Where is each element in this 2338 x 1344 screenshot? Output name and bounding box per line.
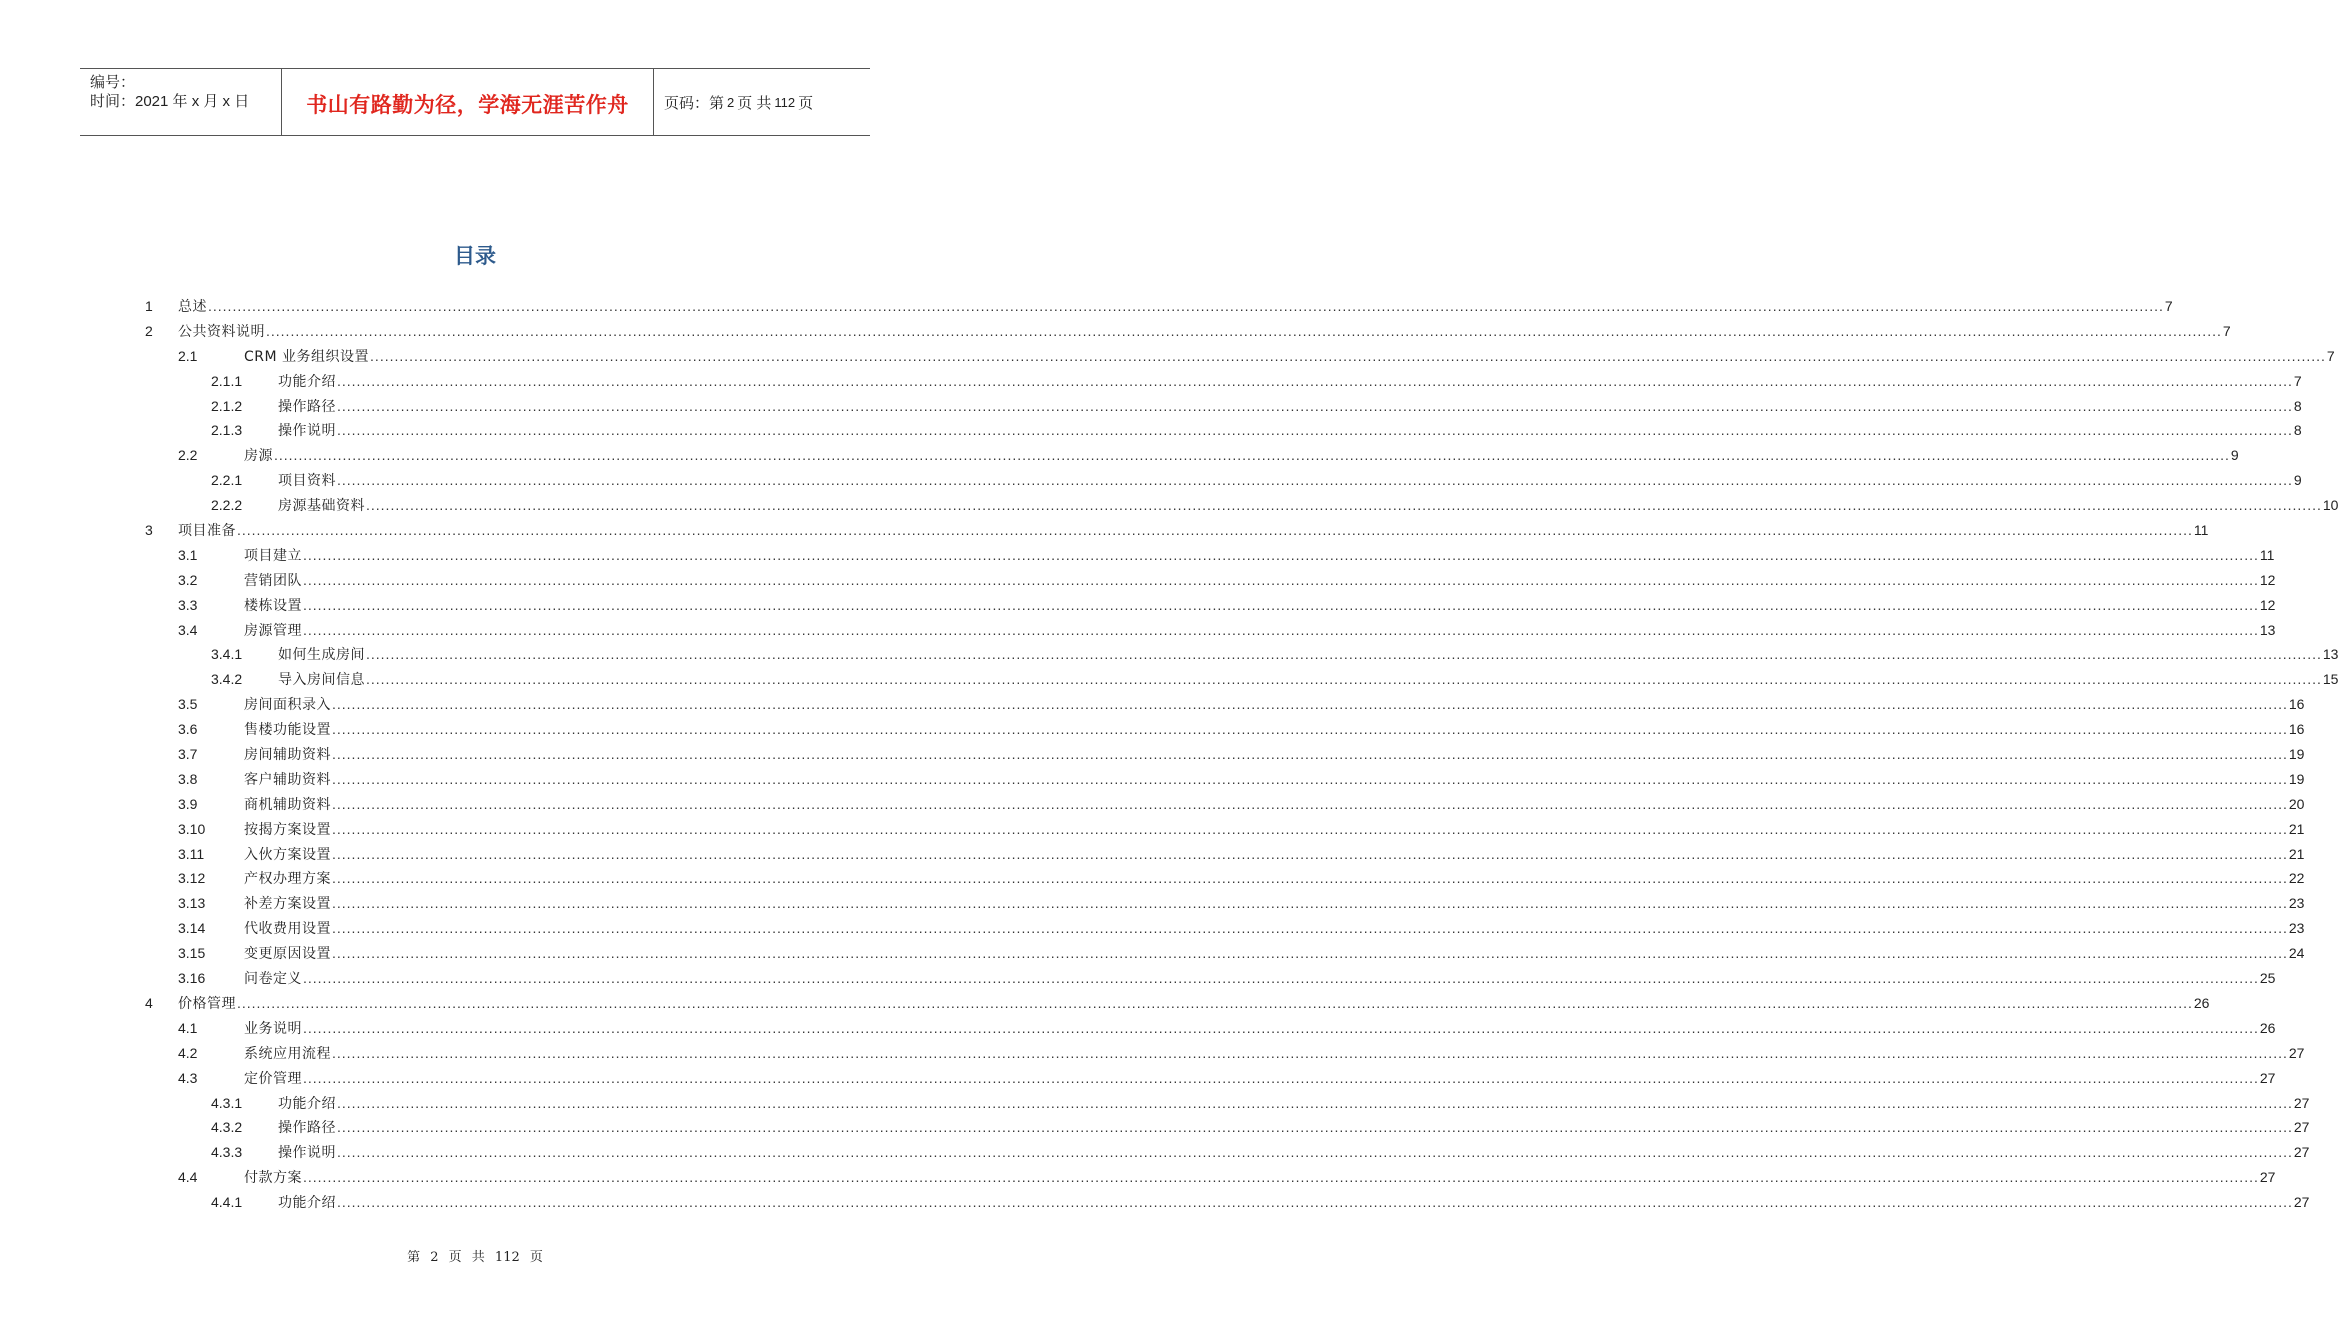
toc-entry-number: 2.1.3: [211, 422, 243, 439]
toc-entry-page: 9: [2293, 472, 2302, 489]
toc-entry-line: [244, 866, 2305, 891]
toc-entry-number: 3.8: [178, 770, 198, 787]
toc-leader-dots: ................................................................................................................................................................................................................................................................................................................................................................................................................: [337, 1119, 2293, 1136]
toc-entry[interactable]: [145, 593, 2276, 618]
page-mid: 页 共: [737, 94, 772, 112]
toc-entry[interactable]: [145, 941, 2305, 966]
toc-entry-page: 13: [2322, 646, 2338, 663]
toc-entry[interactable]: [145, 817, 2305, 842]
toc-leader-dots: ................................................................................................................................................................................................................................................................................................................................................................................................................: [332, 696, 2288, 713]
toc-entry[interactable]: [145, 493, 2338, 518]
toc-entry-page: 22: [2288, 870, 2305, 887]
toc-entry-title: 房间面积录入: [244, 697, 331, 714]
toc-entry-title: 商机辅助资料: [244, 796, 331, 813]
toc-entry-number: 4.3: [178, 1069, 198, 1086]
toc-entry-title: 楼栋设置: [244, 597, 302, 614]
toc-entry[interactable]: [145, 1041, 2305, 1066]
toc-leader-dots: ................................................................................................................................................................................................................................................................................................................................................................................................................: [332, 870, 2288, 887]
toc-entry-title: 价格管理: [178, 995, 236, 1012]
toc-leader-dots: ................................................................................................................................................................................................................................................................................................................................................................................................................: [303, 571, 2259, 588]
toc-entry-number: 2.2.1: [211, 472, 243, 489]
toc-entry-line: [278, 493, 2338, 518]
toc-entry-title: 补差方案设置: [244, 896, 331, 913]
toc-entry-page: 12: [2259, 596, 2276, 613]
toc-entry-page: 19: [2288, 746, 2305, 763]
toc-leader-dots: ................................................................................................................................................................................................................................................................................................................................................................................................................: [332, 895, 2288, 912]
toc-entry-title: 问卷定义: [244, 971, 302, 988]
toc-leader-dots: ................................................................................................................................................................................................................................................................................................................................................................................................................: [337, 472, 2293, 489]
toc-entry[interactable]: [145, 543, 2275, 568]
toc-entry-number: 3.4.1: [211, 646, 243, 663]
toc-entry-page: 7: [2293, 372, 2302, 389]
toc-entry-title: 房源: [244, 448, 273, 465]
toc-entry-number: 3.4.2: [211, 671, 243, 688]
toc-entry-page: 26: [2193, 994, 2210, 1011]
toc-entry-number: 2.1: [178, 347, 198, 364]
toc-entry-page: 24: [2288, 945, 2305, 962]
toc-entry-page: 19: [2288, 770, 2305, 787]
toc-entry-number: 3.9: [178, 795, 198, 812]
toc-entry-page: 27: [2293, 1144, 2310, 1161]
toc-entry-line: [244, 443, 2239, 468]
toc-entry-number: 2.2.2: [211, 497, 243, 514]
toc-entry-page: 20: [2288, 795, 2305, 812]
toc-entry-title: 售楼功能设置: [244, 722, 331, 739]
toc-entry[interactable]: [145, 518, 2209, 543]
toc-entry-number: 1: [145, 298, 153, 314]
toc-entry-page: 23: [2288, 920, 2305, 937]
page-footer: 第 2 页 共 112 页: [407, 1250, 543, 1265]
toc-entry-line: [278, 1140, 2310, 1165]
toc-entry-page: 13: [2259, 621, 2276, 638]
time-label: 时间：2021 年 x 月 x 日: [90, 93, 250, 110]
toc-entry-page: 7: [2164, 298, 2173, 314]
toc-entry-title: 总述: [178, 299, 207, 315]
toc-entry-number: 4.3.1: [211, 1094, 243, 1111]
toc-leader-dots: ................................................................................................................................................................................................................................................................................................................................................................................................................: [370, 347, 2326, 364]
toc-entry[interactable]: [145, 1140, 2310, 1165]
toc-entry-line: [178, 991, 2210, 1016]
toc-entry[interactable]: [145, 742, 2305, 767]
toc-entry[interactable]: [145, 891, 2305, 916]
header-meta: [80, 69, 282, 135]
toc-entry-title: 项目准备: [178, 523, 236, 540]
toc-entry-title: 变更原因设置: [244, 946, 331, 963]
toc-entry-number: 3.2: [178, 571, 198, 588]
toc-entry[interactable]: [145, 667, 2338, 692]
toc-entry-title: 定价管理: [244, 1070, 302, 1087]
toc-entry[interactable]: [145, 418, 2302, 443]
toc-leader-dots: ................................................................................................................................................................................................................................................................................................................................................................................................................: [303, 546, 2259, 563]
toc-leader-dots: ................................................................................................................................................................................................................................................................................................................................................................................................................: [337, 397, 2293, 414]
toc-entry-line: [244, 916, 2305, 941]
toc-entry-page: 27: [2293, 1119, 2310, 1136]
toc-entry-title: 客户辅助资料: [244, 771, 331, 788]
toc-entry-number: 4.1: [178, 1019, 198, 1036]
toc-entry-page: 27: [2293, 1194, 2310, 1211]
toc-leader-dots: ................................................................................................................................................................................................................................................................................................................................................................................................................: [237, 522, 2193, 539]
toc-entry-line: [244, 1016, 2276, 1041]
header-page-info: [654, 69, 870, 135]
toc-entry[interactable]: [145, 1016, 2276, 1041]
toc-entry-number: 3.13: [178, 895, 206, 912]
toc-entry-page: 21: [2288, 845, 2305, 862]
toc-entry-number: 2.1.1: [211, 372, 243, 389]
toc-entry-line: [244, 543, 2275, 568]
toc-leader-dots: ................................................................................................................................................................................................................................................................................................................................................................................................................: [337, 422, 2293, 439]
toc-entry-page: 21: [2288, 820, 2305, 837]
toc-entry-line: [244, 966, 2276, 991]
toc-entry-number: 3.15: [178, 945, 206, 962]
toc-entry-line: [244, 742, 2305, 767]
toc-entry-line: [178, 518, 2209, 543]
toc-entry-line: [244, 1066, 2276, 1091]
toc-entry-number: 3.11: [178, 845, 205, 862]
toc-leader-dots: ................................................................................................................................................................................................................................................................................................................................................................................................................: [332, 845, 2288, 862]
toc-entry-page: 25: [2259, 970, 2276, 987]
toc-entry-number: 4: [145, 994, 153, 1011]
toc-entry-page: 11: [2193, 522, 2209, 539]
toc-entry-line: [244, 767, 2305, 792]
toc-entry-title: 产权办理方案: [244, 871, 331, 888]
toc-entry-line: [244, 593, 2276, 618]
page-current: 2: [727, 94, 735, 110]
toc-leader-dots: ................................................................................................................................................................................................................................................................................................................................................................................................................: [332, 920, 2288, 937]
toc-leader-dots: ................................................................................................................................................................................................................................................................................................................................................................................................................: [337, 1194, 2293, 1211]
table-of-contents: [145, 294, 2338, 1215]
toc-entry-title: 功能介绍: [278, 1195, 336, 1212]
toc-entry-number: 2: [145, 322, 153, 339]
toc-leader-dots: ................................................................................................................................................................................................................................................................................................................................................................................................................: [303, 621, 2259, 638]
toc-entry[interactable]: [145, 717, 2305, 742]
toc-leader-dots: ................................................................................................................................................................................................................................................................................................................................................................................................................: [237, 994, 2193, 1011]
toc-leader-dots: ................................................................................................................................................................................................................................................................................................................................................................................................................: [332, 721, 2288, 738]
toc-entry[interactable]: [145, 916, 2305, 941]
toc-leader-dots: ................................................................................................................................................................................................................................................................................................................................................................................................................: [303, 596, 2259, 613]
toc-leader-dots: ................................................................................................................................................................................................................................................................................................................................................................................................................: [274, 447, 2230, 464]
toc-entry-title: CRM 业务组织设置: [244, 348, 370, 365]
toc-leader-dots: ................................................................................................................................................................................................................................................................................................................................................................................................................: [332, 1044, 2288, 1061]
toc-entry-page: 23: [2288, 895, 2305, 912]
toc-entry-line: [278, 1091, 2310, 1116]
toc-leader-dots: ................................................................................................................................................................................................................................................................................................................................................................................................................: [332, 820, 2288, 837]
toc-entry-number: 2.1.2: [211, 397, 243, 414]
toc-entry-page: 26: [2259, 1019, 2276, 1036]
toc-entry[interactable]: [145, 966, 2276, 991]
toc-entry-title: 按揭方案设置: [244, 821, 331, 838]
toc-entry-number: 4.4: [178, 1169, 198, 1186]
toc-entry-line: [278, 418, 2302, 443]
toc-entry-page: 16: [2288, 696, 2305, 713]
toc-entry[interactable]: [145, 842, 2305, 867]
toc-entry-number: 3.5: [178, 696, 198, 713]
toc-entry[interactable]: [145, 1115, 2310, 1140]
toc-leader-dots: ................................................................................................................................................................................................................................................................................................................................................................................................................: [332, 746, 2288, 763]
toc-title: 目录: [454, 244, 496, 268]
toc-entry-line: [244, 842, 2305, 867]
toc-entry-number: 4.3.2: [211, 1119, 243, 1136]
toc-entry[interactable]: [145, 792, 2305, 817]
toc-entry-line: [244, 1041, 2305, 1066]
toc-entry-title: 付款方案: [244, 1170, 302, 1187]
toc-entry[interactable]: [145, 618, 2276, 643]
toc-entry[interactable]: [145, 1190, 2310, 1215]
toc-leader-dots: ................................................................................................................................................................................................................................................................................................................................................................................................................: [303, 1019, 2259, 1036]
toc-leader-dots: ................................................................................................................................................................................................................................................................................................................................................................................................................: [337, 1094, 2293, 1111]
toc-entry[interactable]: [145, 468, 2302, 493]
toc-entry-line: [244, 568, 2276, 593]
toc-entry-title: 公共资料说明: [178, 323, 265, 340]
toc-entry-line: [244, 692, 2305, 717]
toc-entry[interactable]: [145, 692, 2305, 717]
toc-entry-number: 3.12: [178, 870, 206, 887]
toc-entry[interactable]: [145, 443, 2239, 468]
toc-entry[interactable]: [145, 866, 2305, 891]
toc-entry-line: [244, 1165, 2276, 1190]
toc-leader-dots: ................................................................................................................................................................................................................................................................................................................................................................................................................: [208, 298, 2164, 314]
toc-entry-page: 11: [2259, 546, 2275, 563]
toc-entry-page: 7: [2326, 347, 2335, 364]
toc-entry-title: 操作说明: [278, 423, 336, 440]
toc-entry-title: 房源管理: [244, 622, 302, 639]
toc-entry-number: 3.16: [178, 970, 206, 987]
serial-label: 编号：: [90, 74, 136, 91]
toc-entry[interactable]: [145, 319, 2231, 344]
toc-entry-line: [278, 369, 2302, 394]
toc-entry-page: 15: [2322, 671, 2338, 688]
toc-entry-line: [244, 792, 2305, 817]
toc-entry-line: [278, 1190, 2310, 1215]
toc-entry-page: 10: [2322, 497, 2338, 514]
toc-entry-title: 入伙方案设置: [244, 846, 331, 863]
toc-entry-title: 房源基础资料: [278, 498, 365, 515]
toc-entry[interactable]: [145, 294, 2173, 319]
toc-entry-page: 16: [2288, 721, 2305, 738]
toc-entry-line: [244, 817, 2305, 842]
toc-leader-dots: ................................................................................................................................................................................................................................................................................................................................................................................................................: [303, 970, 2259, 987]
toc-entry-title: 系统应用流程: [244, 1045, 331, 1062]
toc-entry-title: 代收费用设置: [244, 921, 331, 938]
toc-entry-title: 功能介绍: [278, 373, 336, 390]
toc-entry-title: 如何生成房间: [278, 647, 365, 664]
toc-entry-page: 27: [2293, 1094, 2310, 1111]
toc-entry-number: 3.10: [178, 820, 206, 837]
toc-leader-dots: ................................................................................................................................................................................................................................................................................................................................................................................................................: [332, 945, 2288, 962]
toc-entry-title: 导入房间信息: [278, 672, 365, 689]
toc-entry-number: 3.4: [178, 621, 198, 638]
toc-entry-number: 3: [145, 522, 153, 539]
toc-entry-title: 业务说明: [244, 1020, 302, 1037]
toc-entry[interactable]: [145, 344, 2335, 369]
toc-entry[interactable]: [145, 394, 2302, 419]
toc-entry-line: [278, 1115, 2310, 1140]
toc-entry-line: [244, 891, 2305, 916]
toc-leader-dots: ................................................................................................................................................................................................................................................................................................................................................................................................................: [303, 1069, 2259, 1086]
toc-entry-line: [244, 618, 2276, 643]
toc-entry-line: [278, 468, 2302, 493]
toc-leader-dots: ................................................................................................................................................................................................................................................................................................................................................................................................................: [366, 497, 2322, 514]
toc-entry-number: 3.7: [178, 746, 198, 763]
toc-entry[interactable]: [145, 1091, 2310, 1116]
toc-entry-page: 9: [2230, 447, 2239, 464]
toc-entry-page: 27: [2259, 1069, 2276, 1086]
page-suffix: 页: [798, 94, 814, 112]
toc-entry[interactable]: [145, 767, 2305, 792]
toc-entry-line: [278, 667, 2338, 692]
toc-leader-dots: ................................................................................................................................................................................................................................................................................................................................................................................................................: [337, 1144, 2293, 1161]
toc-entry-title: 项目建立: [244, 547, 302, 564]
toc-entry-line: [178, 319, 2231, 344]
toc-entry-number: 3.14: [178, 920, 206, 937]
toc-entry[interactable]: [145, 369, 2302, 394]
page-header: [80, 68, 870, 136]
toc-entry-number: 3.6: [178, 721, 198, 738]
toc-entry[interactable]: [145, 991, 2210, 1016]
toc-entry-title: 功能介绍: [278, 1095, 336, 1112]
toc-entry[interactable]: [145, 568, 2276, 593]
toc-entry-page: 8: [2293, 422, 2302, 439]
toc-entry-title: 房间辅助资料: [244, 747, 331, 764]
page-total: 112: [774, 94, 796, 110]
toc-entry-number: 3.3: [178, 596, 198, 613]
toc-entry[interactable]: [145, 642, 2338, 667]
toc-entry-title: 营销团队: [244, 572, 302, 589]
toc-entry-page: 7: [2222, 322, 2231, 339]
toc-leader-dots: ................................................................................................................................................................................................................................................................................................................................................................................................................: [266, 322, 2222, 339]
header-motto-cell: [282, 69, 654, 135]
toc-entry-page: 8: [2293, 397, 2302, 414]
page-prefix: 页码：第: [664, 94, 725, 112]
toc-entry-line: [278, 394, 2302, 419]
toc-entry-line: [244, 941, 2305, 966]
toc-entry[interactable]: [145, 1165, 2276, 1190]
toc-entry-number: 4.2: [178, 1044, 198, 1061]
toc-entry-number: 3.1: [178, 546, 198, 563]
toc-entry-number: 4.4.1: [211, 1194, 243, 1211]
toc-entry-line: [244, 344, 2335, 369]
toc-leader-dots: ................................................................................................................................................................................................................................................................................................................................................................................................................: [332, 795, 2288, 812]
toc-entry-number: 2.2: [178, 447, 198, 464]
toc-entry-page: 27: [2288, 1044, 2305, 1061]
toc-entry-line: [178, 294, 2173, 319]
toc-leader-dots: ................................................................................................................................................................................................................................................................................................................................................................................................................: [337, 372, 2293, 389]
toc-leader-dots: ................................................................................................................................................................................................................................................................................................................................................................................................................: [366, 646, 2322, 663]
toc-leader-dots: ................................................................................................................................................................................................................................................................................................................................................................................................................: [332, 770, 2288, 787]
toc-leader-dots: ................................................................................................................................................................................................................................................................................................................................................................................................................: [303, 1169, 2259, 1186]
toc-entry-line: [244, 717, 2305, 742]
toc-entry-title: 项目资料: [278, 473, 336, 490]
toc-entry-title: 操作说明: [278, 1145, 336, 1162]
header-motto: 书山有路勤为径，学海无涯苦作舟: [306, 93, 629, 117]
toc-entry-number: 4.3.3: [211, 1144, 243, 1161]
toc-entry-page: 12: [2259, 571, 2276, 588]
toc-entry-line: [278, 642, 2338, 667]
toc-leader-dots: ................................................................................................................................................................................................................................................................................................................................................................................................................: [366, 671, 2322, 688]
toc-entry[interactable]: [145, 1066, 2276, 1091]
toc-entry-title: 操作路径: [278, 1120, 336, 1137]
toc-entry-title: 操作路径: [278, 398, 336, 415]
toc-entry-page: 27: [2259, 1169, 2276, 1186]
